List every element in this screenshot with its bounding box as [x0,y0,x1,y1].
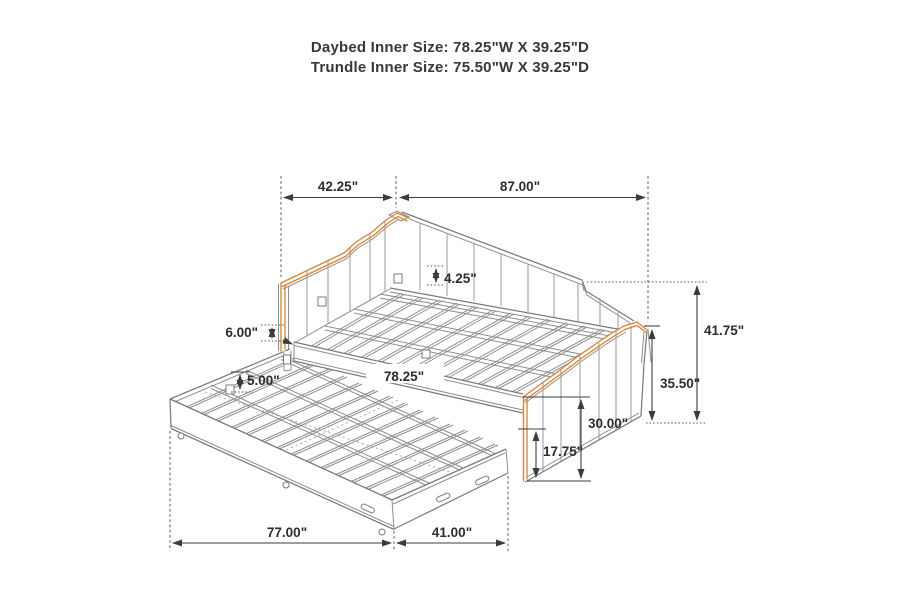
dimension-overall-height [697,286,744,420]
dim-label-41-75: 41.75" [704,323,745,338]
dim-label-35-50: 35.50" [660,376,701,391]
dimension-trundle-depth [397,525,505,543]
dim-label-4-25: 4.25" [444,271,477,286]
dim-label-87-00: 87.00" [499,179,541,194]
dimension-overall-width-top [400,179,645,198]
dim-label-78-25: 78.25" [383,369,425,384]
dim-label-6-00: 6.00" [225,325,258,340]
dimension-arm-back-height [644,326,700,420]
dim-label-17-75: 17.75" [543,444,584,459]
dim-label-41-00: 41.00" [431,525,473,540]
dim-label-5-00: 5.00" [247,373,280,388]
dim-label-30-00: 30.00" [588,416,629,431]
dimension-daybed-inner-width [366,364,444,384]
daybed-inner-size-label: Daybed Inner Size: 78.25"W X 39.25"D [310,39,590,56]
dim-label-77-00: 77.00" [266,525,308,540]
dimension-arm-depth-top [284,179,392,198]
dimension-deck-gap [225,325,292,344]
dim-label-42-25: 42.25" [317,179,359,194]
dimension-trundle-width [173,525,391,543]
trundle-inner-size-label: Trundle Inner Size: 75.50"W X 39.25"D [310,59,590,76]
